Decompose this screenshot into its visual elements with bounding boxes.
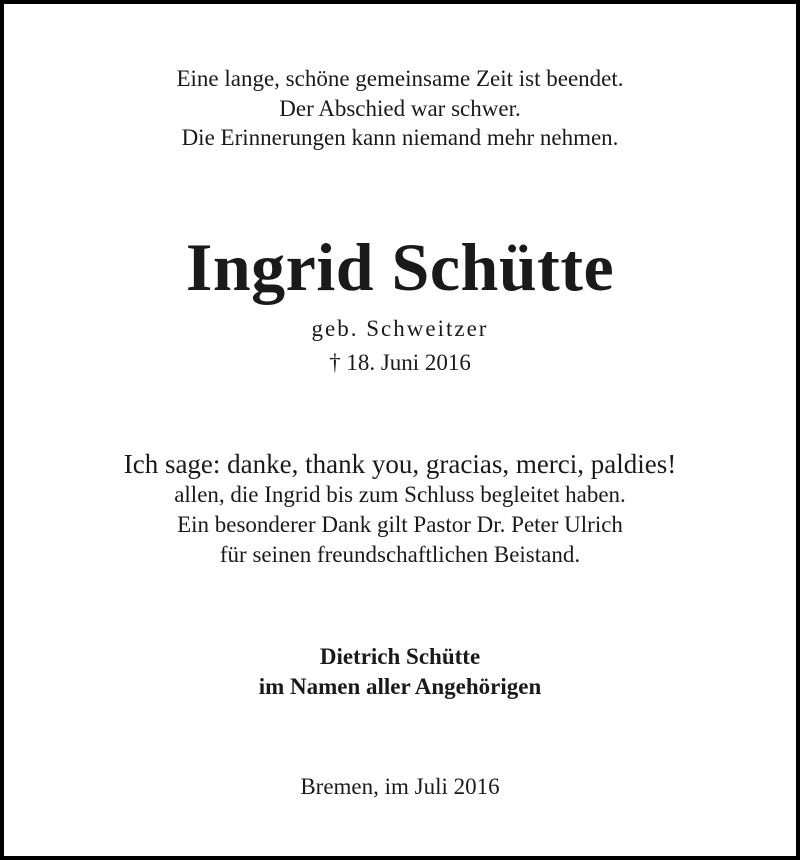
thanks-headline: Ich sage: danke, thank you, gracias, merci, paldies! [123,449,677,479]
signature-name: Dietrich Schütte [319,644,481,669]
place-date: Bremen, im Juli 2016 [300,774,500,799]
intro-line: Eine lange, schöne gemeinsame Zeit ist beendet. [176,66,624,91]
thanks-line: Ein besonderer Dank gilt Pastor Dr. Peter Ulrich [177,512,623,537]
deceased-name: Ingrid Schütte [185,229,615,305]
birth-name: geb. Schweitzer [311,316,489,341]
signature-on-behalf: im Namen aller Angehörigen [258,674,542,699]
death-date: † 18. Juni 2016 [329,350,471,375]
thanks-line: für seinen freundschaftlichen Beistand. [219,542,581,567]
intro-line: Die Erinnerungen kann niemand mehr nehmen. [181,125,619,150]
thanks-line: allen, die Ingrid bis zum Schluss begleitet haben. [174,482,626,507]
intro-line: Der Abschied war schwer. [279,96,521,121]
